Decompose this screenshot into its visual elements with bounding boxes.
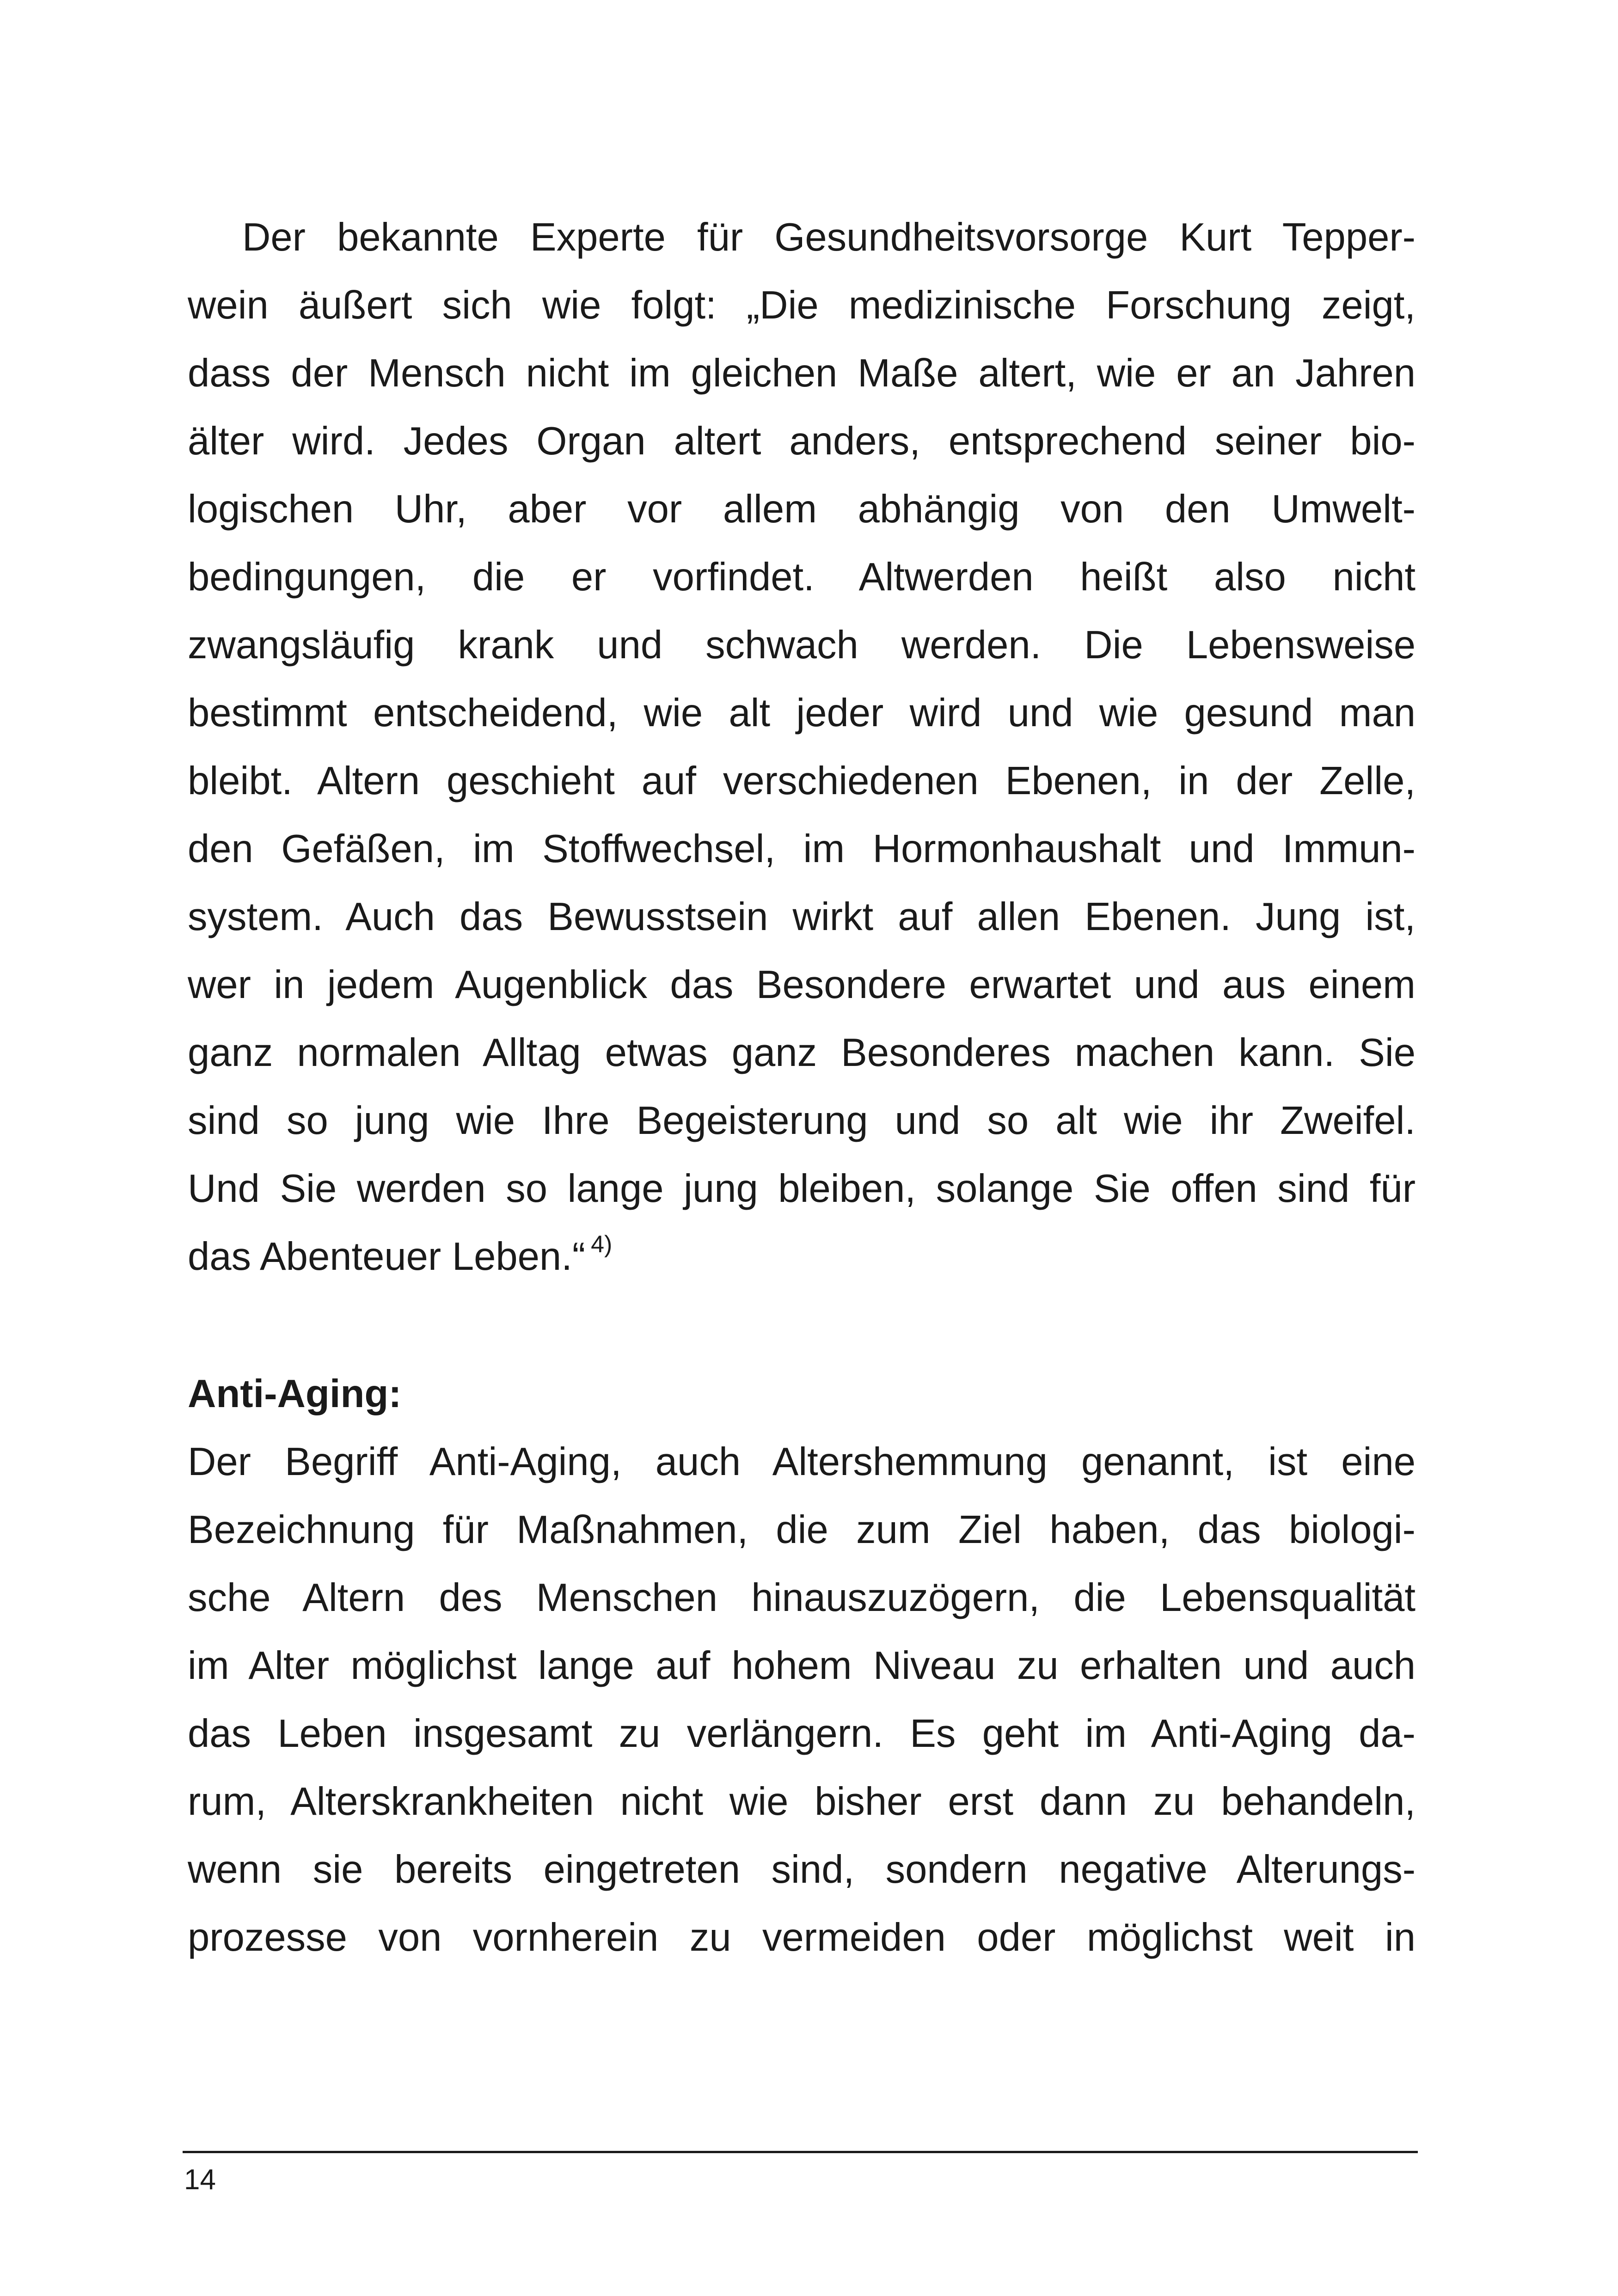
section-heading: Anti-Aging: xyxy=(188,1372,402,1416)
section-line: das Leben insgesamt zu verlängern. Es geht im Anti-Aging da- xyxy=(188,1712,1416,1756)
anti-aging-section xyxy=(188,1360,1416,1971)
paragraph-line: zwangsläufig krank und schwach werden. Die Lebensweise xyxy=(188,623,1416,667)
page-number: 14 xyxy=(184,2164,216,2196)
page-body xyxy=(188,203,1416,1971)
paragraph-line: den Gefäßen, im Stoffwechsel, im Hormonhaushalt und Immun- xyxy=(188,827,1416,871)
section-line: wenn sie bereits eingetreten sind, sondern negative Alterungs- xyxy=(188,1848,1416,1892)
paragraph-line: bleibt. Altern geschieht auf verschiedenen Ebenen, in der Zelle, xyxy=(188,759,1416,803)
paragraph-line: älter wird. Jedes Organ altert anders, entsprechend seiner bio- xyxy=(188,419,1416,463)
section-line: sche Altern des Menschen hinauszuzögern, die Lebensqualität xyxy=(188,1576,1416,1620)
paragraph-line: wein äußert sich wie folgt: „Die medizinische Forschung zeigt, xyxy=(188,283,1416,327)
section-line: prozesse von vornherein zu vermeiden oder möglichst weit in xyxy=(188,1916,1416,1959)
section-line: rum, Alterskrankheiten nicht wie bisher erst dann zu behandeln, xyxy=(188,1780,1416,1824)
paragraph-line: sind so jung wie Ihre Begeisterung und so alt wie ihr Zweifel. xyxy=(188,1099,1416,1143)
section-line: im Alter möglichst lange auf hohem Niveau zu erhalten und auch xyxy=(188,1644,1416,1688)
paragraph-line: Und Sie werden so lange jung bleiben, solange Sie offen sind für xyxy=(188,1167,1416,1211)
quote-paragraph xyxy=(188,203,1416,1291)
paragraph-last-line xyxy=(188,1223,1416,1291)
paragraph-spacer xyxy=(188,1291,1416,1360)
paragraph-line: bestimmt entscheidend, wie alt jeder wird und wie gesund man xyxy=(188,691,1416,735)
section-line: Bezeichnung für Maßnahmen, die zum Ziel haben, das biologi- xyxy=(188,1508,1416,1552)
paragraph-line: logischen Uhr, aber vor allem abhängig von den Umwelt- xyxy=(188,487,1416,531)
paragraph-line: ganz normalen Alltag etwas ganz Besonderes machen kann. Sie xyxy=(188,1031,1416,1075)
footnote-reference: 4) xyxy=(591,1231,613,1258)
paragraph-last-line-text: das Abenteuer Leben.“ xyxy=(188,1235,586,1279)
footer-rule xyxy=(183,2151,1418,2153)
paragraph-line: bedingungen, die er vorfindet. Altwerden heißt also nicht xyxy=(188,555,1416,599)
paragraph-line: dass der Mensch nicht im gleichen Maße altert, wie er an Jahren xyxy=(188,351,1416,395)
paragraph-line: wer in jedem Augenblick das Besondere erwartet und aus einem xyxy=(188,963,1416,1007)
paragraph-line: system. Auch das Bewusstsein wirkt auf allen Ebenen. Jung ist, xyxy=(188,895,1416,939)
section-line: Der Begriff Anti-Aging, auch Altershemmung genannt, ist eine xyxy=(188,1440,1416,1484)
paragraph-line: Der bekannte Experte für Gesundheitsvorsorge Kurt Tepper- xyxy=(242,215,1416,259)
